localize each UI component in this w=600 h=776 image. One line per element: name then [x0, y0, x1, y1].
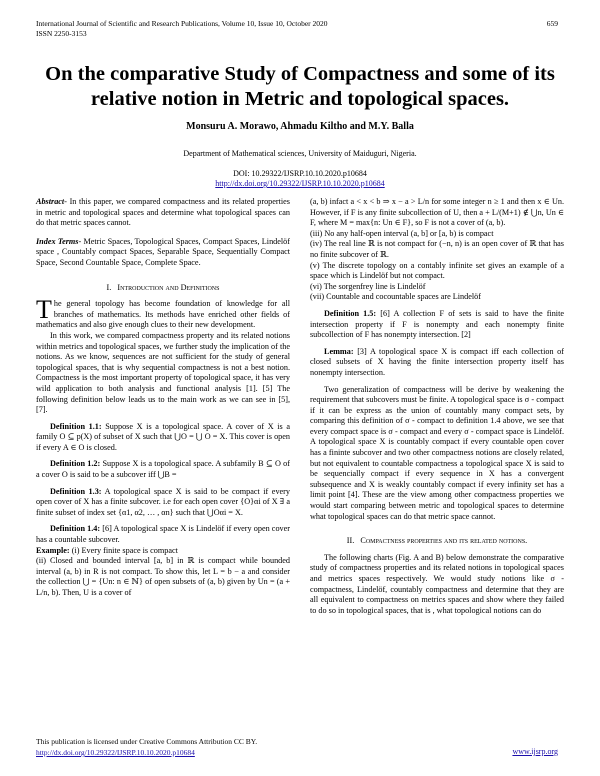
section-heading-2-title: Compactness properties and its related notions.	[360, 536, 528, 546]
doi-link[interactable]: http://dx.doi.org/10.29322/IJSRP.10.10.2020.p10684	[215, 179, 385, 188]
section-2-paragraph: The following charts (Fig. A and B) below demonstrate the comparative study of compactness properties and its related notions in topological spaces and metrics spaces respectively. We would study notions like σ - compactness, Lindelöf, countably compactness and determine that they are all equivalent to compactness on metrics spaces and show where they failed to do so in topological spaces, that is , what topological notions can do	[310, 552, 564, 615]
index-terms-text: - Metric Spaces, Topological Spaces, Compact Spaces, Lindelöf space , Countably compact Spaces, Separable Space, Sequentially Compact Space, Second Countable Space, Complete Space.	[36, 236, 290, 267]
left-column	[36, 197, 290, 599]
affiliation: Department of Mathematical sciences, University of Maiduguri, Nigeria.	[183, 149, 417, 158]
drop-cap: T	[36, 295, 52, 325]
doi-block	[0, 169, 600, 189]
example-continued: (a, b) infact a < x < b ⇒ x − a > L/n for some integer n ≥ 1 and then x ∈ Un. However, if F is any finite subcollection of U, then a + L/(M+1) ∉ ⋃n, Un ∈ F, where M = max{n: Un ∈ F}, so F is not a cover of (a, b).	[310, 197, 564, 228]
generalization-paragraph: Two generalization of compactness will be derive by weakening the requirement that subcovers must be finite. A topological space is σ - compact if it can be express as the union of countably many compact sets, by comparing this definition of σ - compact to definition 1.4 above, we see that every compact space is σ - compact and every σ - compact space is Lindelöf. A topological space X is countably compact if every countable open cover has a fininte subcover and two other compactness notions are closely related, but not equivalent to countable compactness a topological space X is said to be sequencially compact if every sequence in X has a convergent subsequence and X is weakly countably compact if every infinity set has a limit point [4]. These are the view among other compactness properties we would start comparing between metric and topological spaces to determine what topological spaces can do that metric space cannot.	[310, 384, 564, 521]
right-column	[310, 197, 564, 616]
doi-label: DOI: 10.29322/IJSRP.10.10.2020.p10684	[233, 169, 367, 178]
index-terms-label: Index Terms	[36, 236, 79, 246]
intro-paragraph-2: In this work, we compared compactness property and its related notions within metrics and topological spaces, we further study the implication of the notions. As we know, sequences are not sufficient for the study of general topological spaces, that is why sequential compactness is not a best notion. Compactness is the most important property of topological space, it has very wild application to both analysis and functional analysis [1]. [5] The following definition below leads us to the main work as we can see in [5], [7].	[36, 330, 290, 415]
abstract-text: In this paper, we compared compactness and its related properties in metric and topological spaces and determine what topological spaces can do that metric spaces cannot.	[36, 197, 290, 228]
example-item-2: (ii) Closed and bounded interval [a, b] in ℝ is compact while bounded interval (a, b) in R is not compact. To show this, let L = b − a and consider the collection ⋃ = {Un: n ∈ ℕ} of open subsets of (a, b) given by Un = (a + L/n, b). Then, U is a cover of	[36, 556, 290, 597]
lemma: Lemma: [3] A topological space X is compact iff each collection of closed subsets of X having the finite intersection property itself has nonempty intersection.	[310, 346, 564, 377]
example-item-4: (iv) The real line ℝ is not compact for (−n, n) is an open cover of ℝ that has no finite subcover of ℝ.	[310, 239, 564, 259]
definition-1-1: Definition 1.1: Suppose X is a topological space. A cover of X is a family O ⊆ p(X) of subset of X such that ⋃O = ⋃ O = X. This cover is open if every A ∈ O is closed.	[36, 421, 290, 452]
example-item-6: (vi) The sorgenfrey line is Lindelöf	[310, 281, 426, 291]
author-list: Monsuru A. Morawo, Ahmadu Kiltho and M.Y. Balla	[186, 121, 414, 132]
section-heading-1-title: Introduction and Definitions	[117, 282, 220, 292]
intro-paragraph-1: The general topology has become foundation of knowledge for all branches of mathematics. Its methods have enriched other fields of mathematics and also give enough clues to their new development.	[36, 295, 290, 330]
paper-title: On the comparative Study of Compactness and some of its relative notion in Metric and topological spaces.	[45, 63, 555, 110]
abstract	[36, 197, 290, 229]
license-text: This publication is licensed under Creative Commons Attribution CC BY.	[36, 737, 258, 746]
abstract-label: Abstract-	[36, 197, 67, 206]
example-item-5: (v) The discrete topology on a contably infinite set gives an example of a space which is Lindelöf but not compact.	[310, 260, 564, 281]
definition-1-2: Definition 1.2: Suppose X is a topological space. A subfamily B ⊆ O of a cover O is said to be a subcover iff ⋃B =	[36, 459, 290, 480]
page-number: 659	[546, 19, 558, 28]
footer-license	[36, 736, 257, 758]
example: Example: (i) Every finite space is compact	[36, 545, 178, 555]
site-link[interactable]: www.ijsrp.org	[512, 747, 558, 756]
footer-doi-link[interactable]: http://dx.doi.org/10.29322/IJSRP.10.10.2020.p10684	[36, 748, 195, 757]
definition-1-4: Definition 1.4: [6] A topological space X is Lindelöf if every open cover has a countable subcover.	[36, 524, 290, 545]
example-item-3: (iii) No any half-open interval (a, b] or [a, b) is compact	[310, 228, 494, 238]
section-heading-2: II. Compactness properties and its related notions.	[346, 536, 528, 546]
index-terms	[36, 237, 290, 269]
definition-1-5: Definition 1.5: [6] A collection F of sets is said to have the finite intersection property if F is nonempty and each nonempty finite subcollection of F has nonempty intersection. [2]	[310, 308, 564, 340]
running-header	[36, 19, 328, 39]
definition-1-3: Definition 1.3: A topological space X is said to be compact if every open cover of X has a finite subcover. i.e for each open cover {O}αi of X ∃ a finite subset of index set {α1, α2, … , αn} such that ⋃Oαi = X.	[36, 486, 290, 517]
issn: ISSN 2250-3153	[36, 29, 87, 38]
footer-site	[512, 747, 558, 756]
section-heading-1: I. Introduction and Definitions	[106, 282, 220, 292]
example-item-7: (vii) Countable and cocountable spaces are Lindelöf	[310, 292, 481, 302]
journal-name: International Journal of Scientific and Research Publications, Volume 10, Issue 10, October 2020	[36, 19, 328, 28]
